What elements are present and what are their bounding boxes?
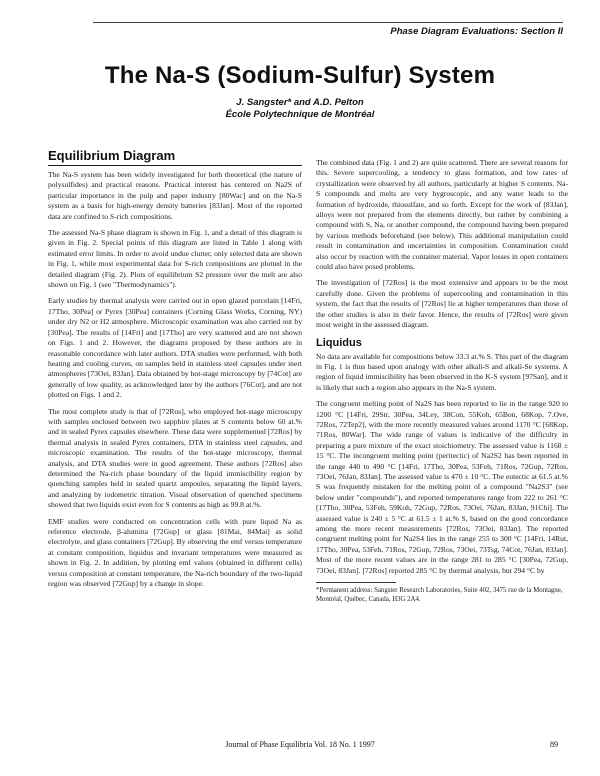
header-rule <box>93 22 563 23</box>
affiliation: École Polytechnique de Montréal <box>225 109 375 120</box>
subsection-heading-liquidus: Liquidus <box>316 336 362 349</box>
authors: J. Sangster* and A.D. Pelton <box>236 97 364 108</box>
paragraph: Early studies by thermal analysis were carried out in open glazed porcelain [14Fri, 17Tho, 30Pea] or Pyrex [30Pea] containers (Corning Glass Works, Corning, NY) under dry N2 or H2 atmosphere. Microscopic examination was also carried out by [30Pea]. The results of [14Fri] and [17Tho] are very scattered and are not shown on Figs. 1 and 2. However, the diagrams proposed by these authors are in reasonable concordance with later authors. DTA studies were performed, with both heating and cooling curves, on samples held in stainless steel capsules under inert atmospheres [73Oei, 83Jan]. Data obtained by hot-stage microscopy by [74Cot] are generally of low quality, as acknowledged later by the authors [76Cot], and are not plotted on Figs. 1 and 2. <box>48 296 302 400</box>
left-column <box>48 148 302 595</box>
article-title: The Na-S (Sodium-Sulfur) System <box>104 62 496 89</box>
paragraph: The most complete study is that of [72Ros], who employed hot-stage microscopy with samples enclosed between two sapphire plates at S contents below 60 at.% and in sealed Pyrex capsules elsewhere. These data were supplemented [72Ros] by thermal analysis in sealed Pyrex containers, DTA in stainless steel capsules, and microscopic examination. The results of the hot-stage microscopy, thermal analysis, and DTA studies were in good agreement. These authors [72Ros] also determined the Na-rich phase boundary of the liquid immiscibility region by quenching samples held in sealed quartz ampoules, separating the liquid layers, and analyzing by iodometric titration. Visual observation of quenched specimens showed that two liquids exist even for S contents as high as 99.8 at.%. <box>48 406 302 510</box>
paragraph: The investigation of [72Ros] is the most extensive and appears to be the most carefully done. Given the problems of supercooling and contamination in this system, the fact that the results of [72Ros] lie at higher temperatures than those of the other studies is also in their favor. Hence, the results of [72Ros] were given most weight in the assessed diagram. <box>316 278 568 330</box>
running-head: Phase Diagram Evaluations: Section II <box>390 26 563 37</box>
paragraph: The assessed Na-S phase diagram is shown in Fig. 1, and a detail of this diagram is given in Fig. 2. Special points of this diagram are listed in Table 1 along with estimated error limits. In order to avoid undue clutter, only selected data are shown in Fig. 1, while most experimental data for S-rich compositions are plotted in the detailed diagram (Fig. 2). Plots of equilibrium S2 pressure over the melt are also shown on Fig. 1 (see "Thermodynamics"). <box>48 228 302 290</box>
footnote: *Permanent address: Sangster Research Laboratories, Suite 402, 3475 rue de la Montagne, Montréal, Québec, Canada, H3G 2A4. <box>316 587 563 604</box>
paragraph: The combined data (Fig. 1 and 2) are quite scattered. There are several reasons for this. Severe supercooling, a tendency to glass formation, and low rates of crystallization were observed by all authors, particularly at higher S contents. Na-S compounds and melts are very hygroscopic, and any water leads to the formation of hydroxide, thiosulfate, and so forth. Except for the work of [83Jan], alloys were not prepared from the elements directly, but rather by combining a compound with S, Na, or another compound, the compound having been prepared by various methods beforehand (see below). This additional manipulation could result in contamination and uncertainties in composition. Contamination could also occur by reaction with the container material. Vapor losses in open containers could also have posed problems. <box>316 158 568 272</box>
section-heading-equilibrium-diagram: Equilibrium Diagram <box>48 148 302 166</box>
right-column <box>316 158 568 604</box>
paragraph: No data are available for compositions below 33.3 at.% S. This part of the diagram in Fig. 1 is thus based upon analogy with other alkali-S and alkali-Se systems. A region of liquid immiscibility has been observed in the K-S system [97San], and it is likely that such a region also appears in the Na-S system. <box>316 351 568 392</box>
journal-citation: Journal of Phase Equilibria Vol. 18 No. 1 1997 <box>225 740 375 749</box>
paragraph: The congruent melting point of Na2S has been reported to lie in the range 920 to 1200 °C [14Fri, 29Str, 30Pea, 34Ley, 38Con, 55Koh, 65Bon, 68Kop, 7.Ove, 72Ros, 72Tep2], with the more recently measured values around 1170 °C [68Kop, 71Ros, 80War]. The wide range of values is indicative of the difficulty in preparing a pure mixture of the exact stoichiometry. The assessed value is 1168 ± 15 °C. The incongruent melting point (peritectic) of Na2S2 has been reported in the range 440 to 490 °C [14Fri, 17Tho, 30Pea, 53Feh, 71Ros, 72Gup, 72Ros, 73Oei, 76Jan, 83Jan]. The assessed value is 470 ± 10 °C. The eutectic at 61.5 at.% S was frequently mistaken for the melting point of a compound "Na2S3" (see below under "compounds"), and reported temperatures range from 222 to 261 °C [17Tho, 30Pea, 53Feh, 59Koh, 72Gup, 72Ros, 73Oei, 76Jan, 83Jan, 91Chi]. The assessed value is 240 ± 5 °C at 61.5 ± 1 at.% S, based on the good concordance among the more recent measurements [72Ros, 73Oei, 83Jan]. The reported congruent melting point for Na2S4 lies in the range 255 to 300 °C [14Fri, 14Rut, 17Tho, 30Pea, 53Feh, 71Ros, 72Gup, 72Ros, 73Oei, 73Tsg, 74Cot, 76Jan, 83Jan]. Most of the more recent values are in the range 281 to 285 °C [30Pea, 72Gup, 73Oei, 83Jan]. [72Ros] reported 285 °C by thermal analysis, but 294 °C by <box>316 399 568 575</box>
paragraph: The Na-S system has been widely investigated for both theoretical (the nature of polysulfides) and practical reasons. Practical interest has centered on Na2S of particular importance in the pulp and paper industry [80Wac] and on the Na-S system as a basis for high-energy density batteries [83Jan]. Most of the reported data are confined to S-rich compositions. <box>48 170 302 221</box>
footnote-rule <box>316 582 396 583</box>
page-number: 89 <box>550 740 558 749</box>
paragraph: EMF studies were conducted on concentration cells with pure liquid Na as reference electrode, β-alumina [72Gup] or glass [81Mai, 84Mai] as solid electrolyte, and glass containers [72Gup]. By observing the emf versus temperature at constant composition, liquidus and invariant temperatures were measured as shown in Fig. 2. In addition, by plotting emf values (obtained in different cells) versus composition at constant temperature, the Na-rich boundary of the two-liquid region was observed [72Gup] by a change in slope. <box>48 516 302 589</box>
